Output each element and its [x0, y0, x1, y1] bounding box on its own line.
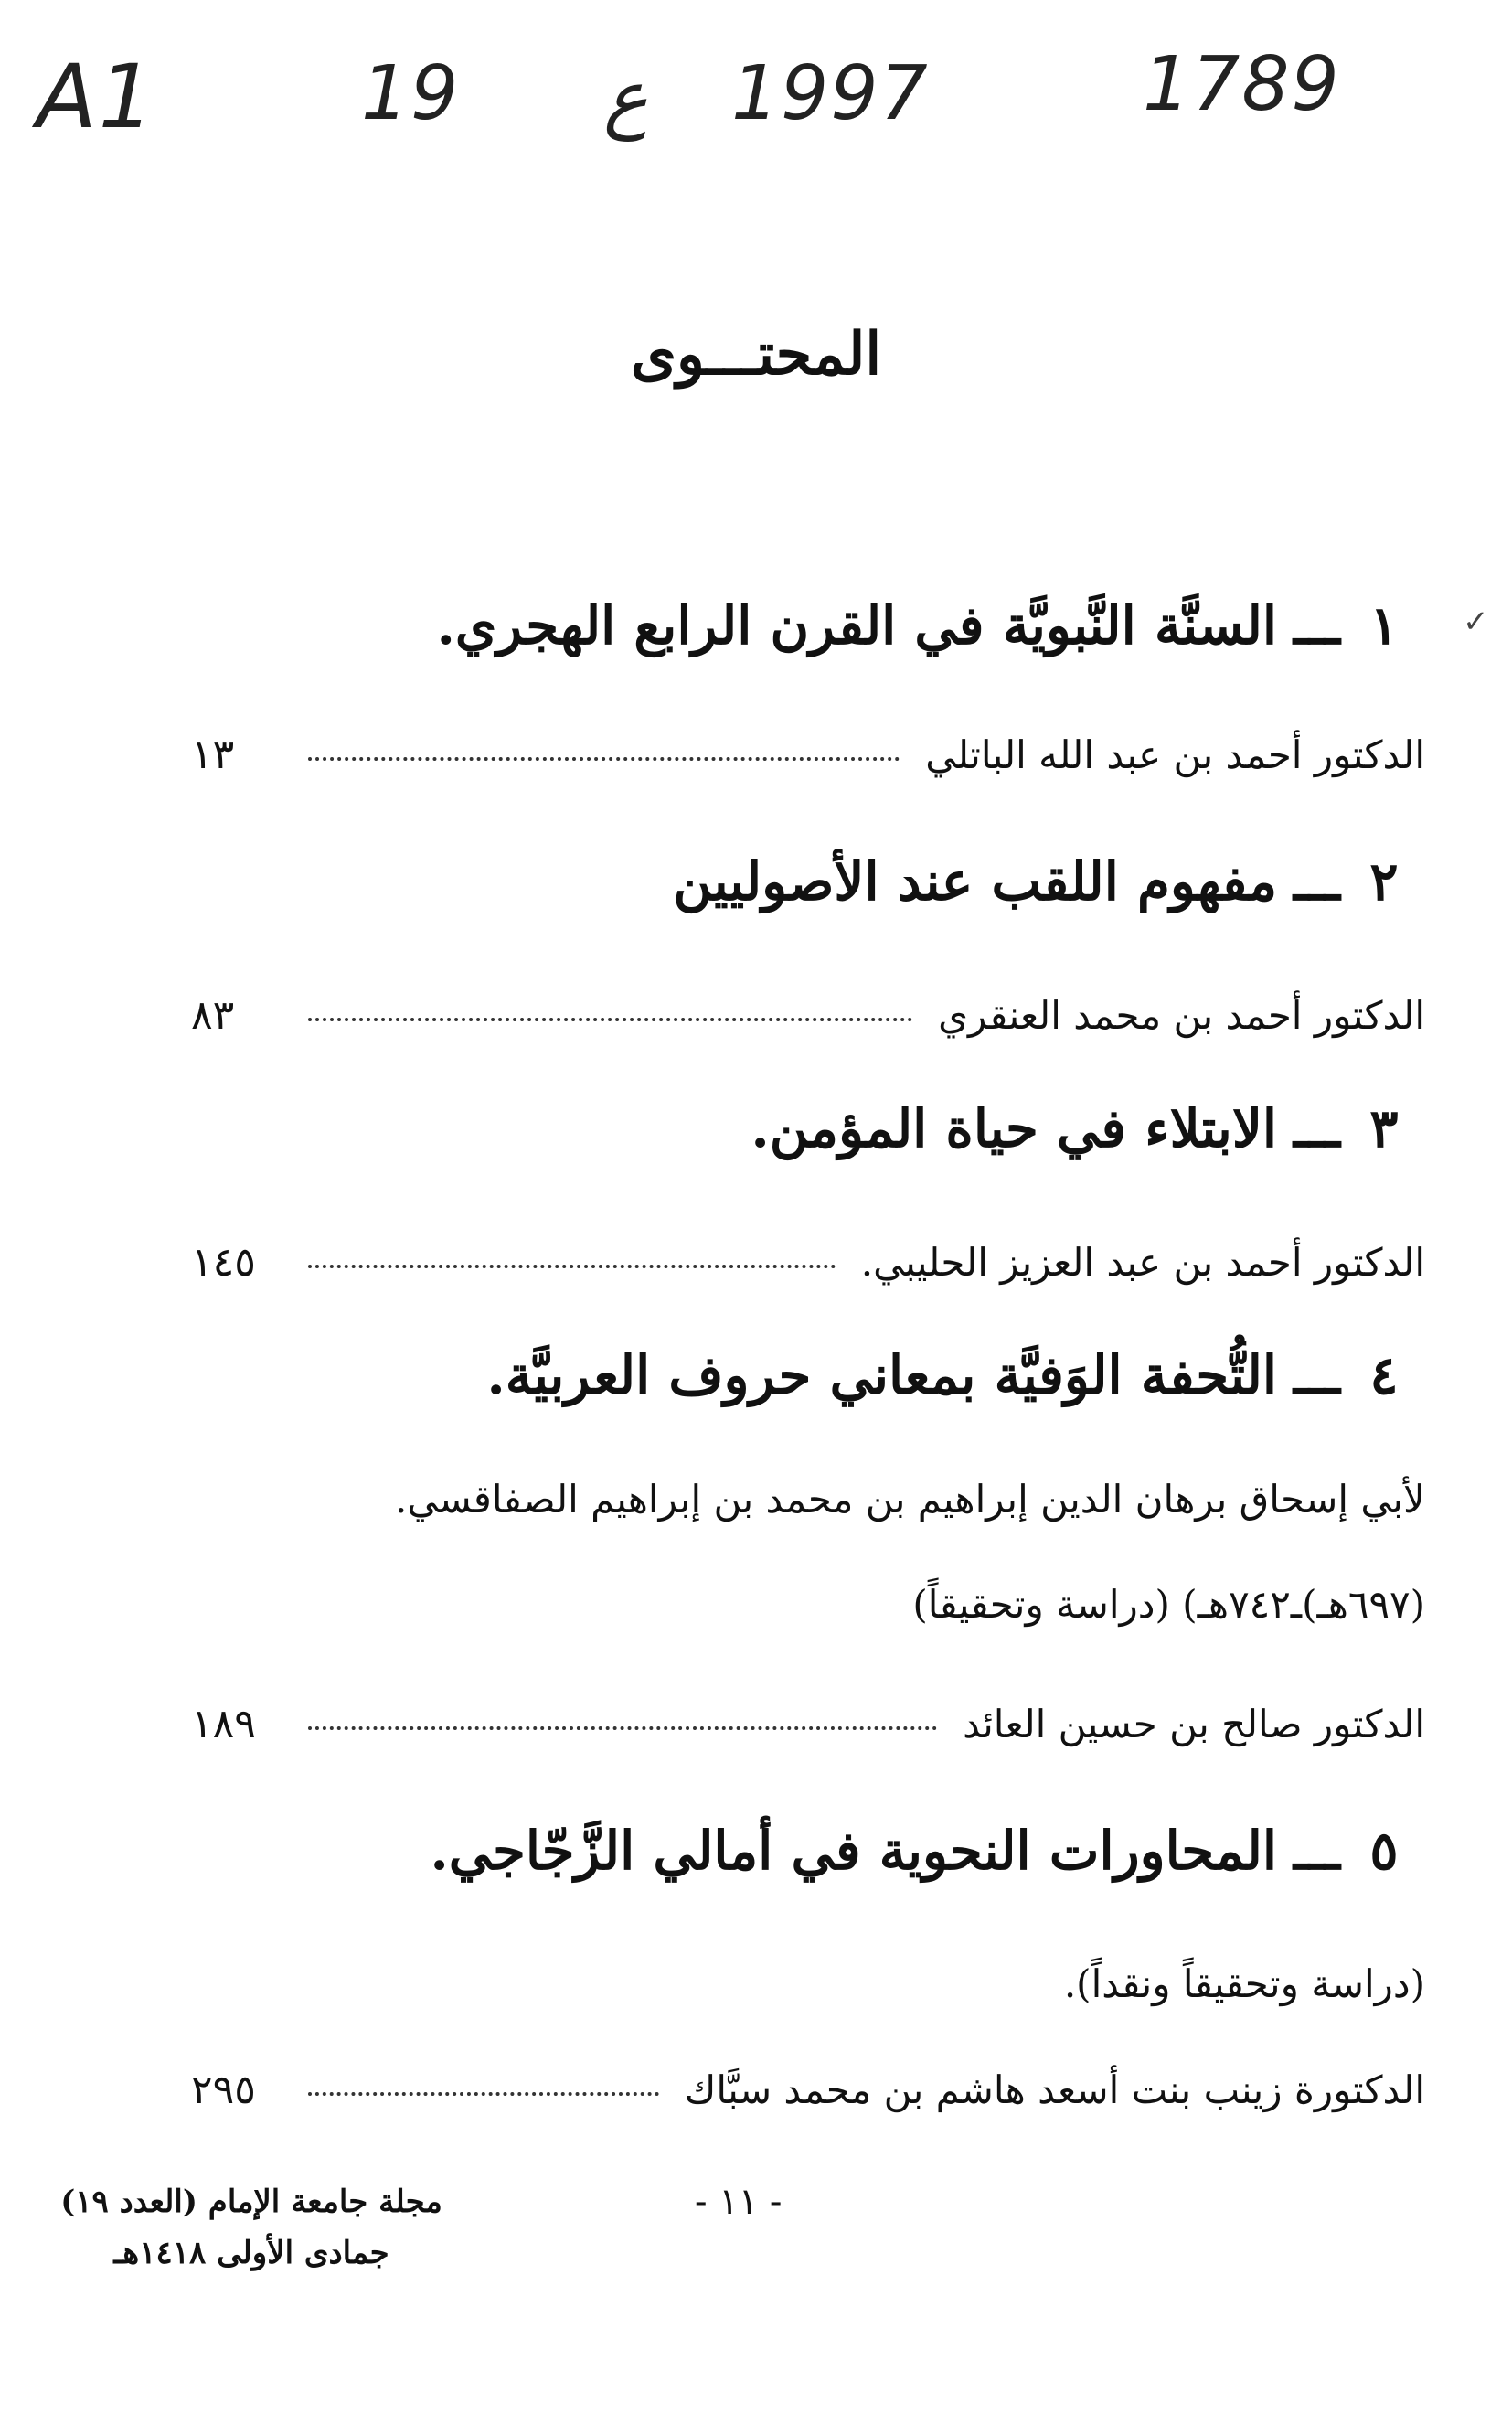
- entry-number: ١: [1369, 594, 1399, 657]
- handwritten-day: 19: [361, 50, 461, 137]
- entry-author: الدكتور صالح بن حسين العائد: [963, 1702, 1425, 1746]
- leader-dots: [308, 1726, 937, 1730]
- page-title: المحتـــوى: [630, 320, 882, 389]
- entry-title: التُّحفة الوَفيَّة بمعاني حروف العربيَّة.: [486, 1344, 1278, 1406]
- handwritten-a1: A1: [37, 46, 156, 148]
- entry-title: مفهوم اللقب عند الأصوليين: [673, 850, 1278, 913]
- entry-1-heading: ١ـــالسنَّة النَّبويَّة في القرن الرابع الهجري.: [437, 594, 1411, 657]
- journal-name: مجلة جامعة الإمام (العدد ١٩): [60, 2184, 442, 2220]
- leader-dots: [308, 1265, 836, 1268]
- entry-number: ٤: [1369, 1344, 1399, 1406]
- entry-title: الابتلاء في حياة المؤمن.: [751, 1097, 1278, 1159]
- entry-page: ١٨٩: [191, 1701, 256, 1747]
- entry-3-author-line: [191, 1239, 1425, 1286]
- entry-5-author-line: [191, 2067, 1425, 2113]
- check-mark: ✓: [1463, 604, 1489, 640]
- handwritten-number: 1789: [1143, 41, 1341, 128]
- entry-4-author-line: [191, 1701, 1425, 1747]
- entry-title: السنَّة النَّبويَّة في القرن الرابع الهجري.: [436, 594, 1278, 657]
- entry-4-subtitle-2: (٦٩٧هـ)ـ٧٤٢هـ) (دراسة وتحقيقاً): [912, 1582, 1425, 1627]
- entry-5-subtitle-1: (دراسة وتحقيقاً ونقداً).: [1063, 1961, 1425, 2006]
- leader-dots: [308, 1018, 912, 1021]
- entry-number: ٥: [1369, 1820, 1399, 1882]
- journal-date: جمادى الأولى ١٤١٨هـ: [113, 2235, 389, 2271]
- handwritten-year: 1997: [731, 50, 930, 137]
- entry-2-heading: ٢ـــمفهوم اللقب عند الأصوليين: [673, 850, 1411, 913]
- journal-footer: [55, 2176, 448, 2279]
- entry-page: ١٣: [191, 732, 235, 778]
- entry-number: ٣: [1369, 1097, 1399, 1159]
- entry-page: ٨٣: [191, 992, 235, 1039]
- leader-dots: [308, 2092, 659, 2096]
- page-number: - ١١ -: [695, 2181, 783, 2223]
- leader-dots: [308, 757, 900, 761]
- entry-5-heading: ٥ـــالمحاورات النحوية في أمالي الزَّجّاجي.: [431, 1820, 1411, 1882]
- entry-author: الدكتور أحمد بن محمد العنقري: [938, 993, 1425, 1038]
- entry-4-subtitle-1: لأبي إسحاق برهان الدين إبراهيم بن محمد بن إبراهيم الصفاقسي.: [394, 1477, 1425, 1522]
- entry-title: المحاورات النحوية في أمالي الزَّجّاجي.: [430, 1820, 1278, 1882]
- entry-author: الدكتورة زينب بنت أسعد هاشم بن محمد سبَّاك: [684, 2067, 1425, 2112]
- entry-3-heading: ٣ـــالابتلاء في حياة المؤمن.: [751, 1097, 1411, 1159]
- entry-page: ١٤٥: [191, 1239, 256, 1286]
- entry-1-author-line: [191, 732, 1425, 778]
- entry-number: ٢: [1369, 850, 1399, 913]
- entry-page: ٢٩٥: [191, 2067, 256, 2113]
- entry-4-heading: ٤ـــالتُّحفة الوَفيَّة بمعاني حروف العربيَّة.: [487, 1344, 1412, 1406]
- handwritten-month: ع: [603, 55, 648, 142]
- entry-author: الدكتور أحمد بن عبد الله الباتلي: [925, 732, 1425, 777]
- entry-author: الدكتور أحمد بن عبد العزيز الحليبي.: [860, 1240, 1425, 1285]
- entry-2-author-line: [191, 992, 1425, 1039]
